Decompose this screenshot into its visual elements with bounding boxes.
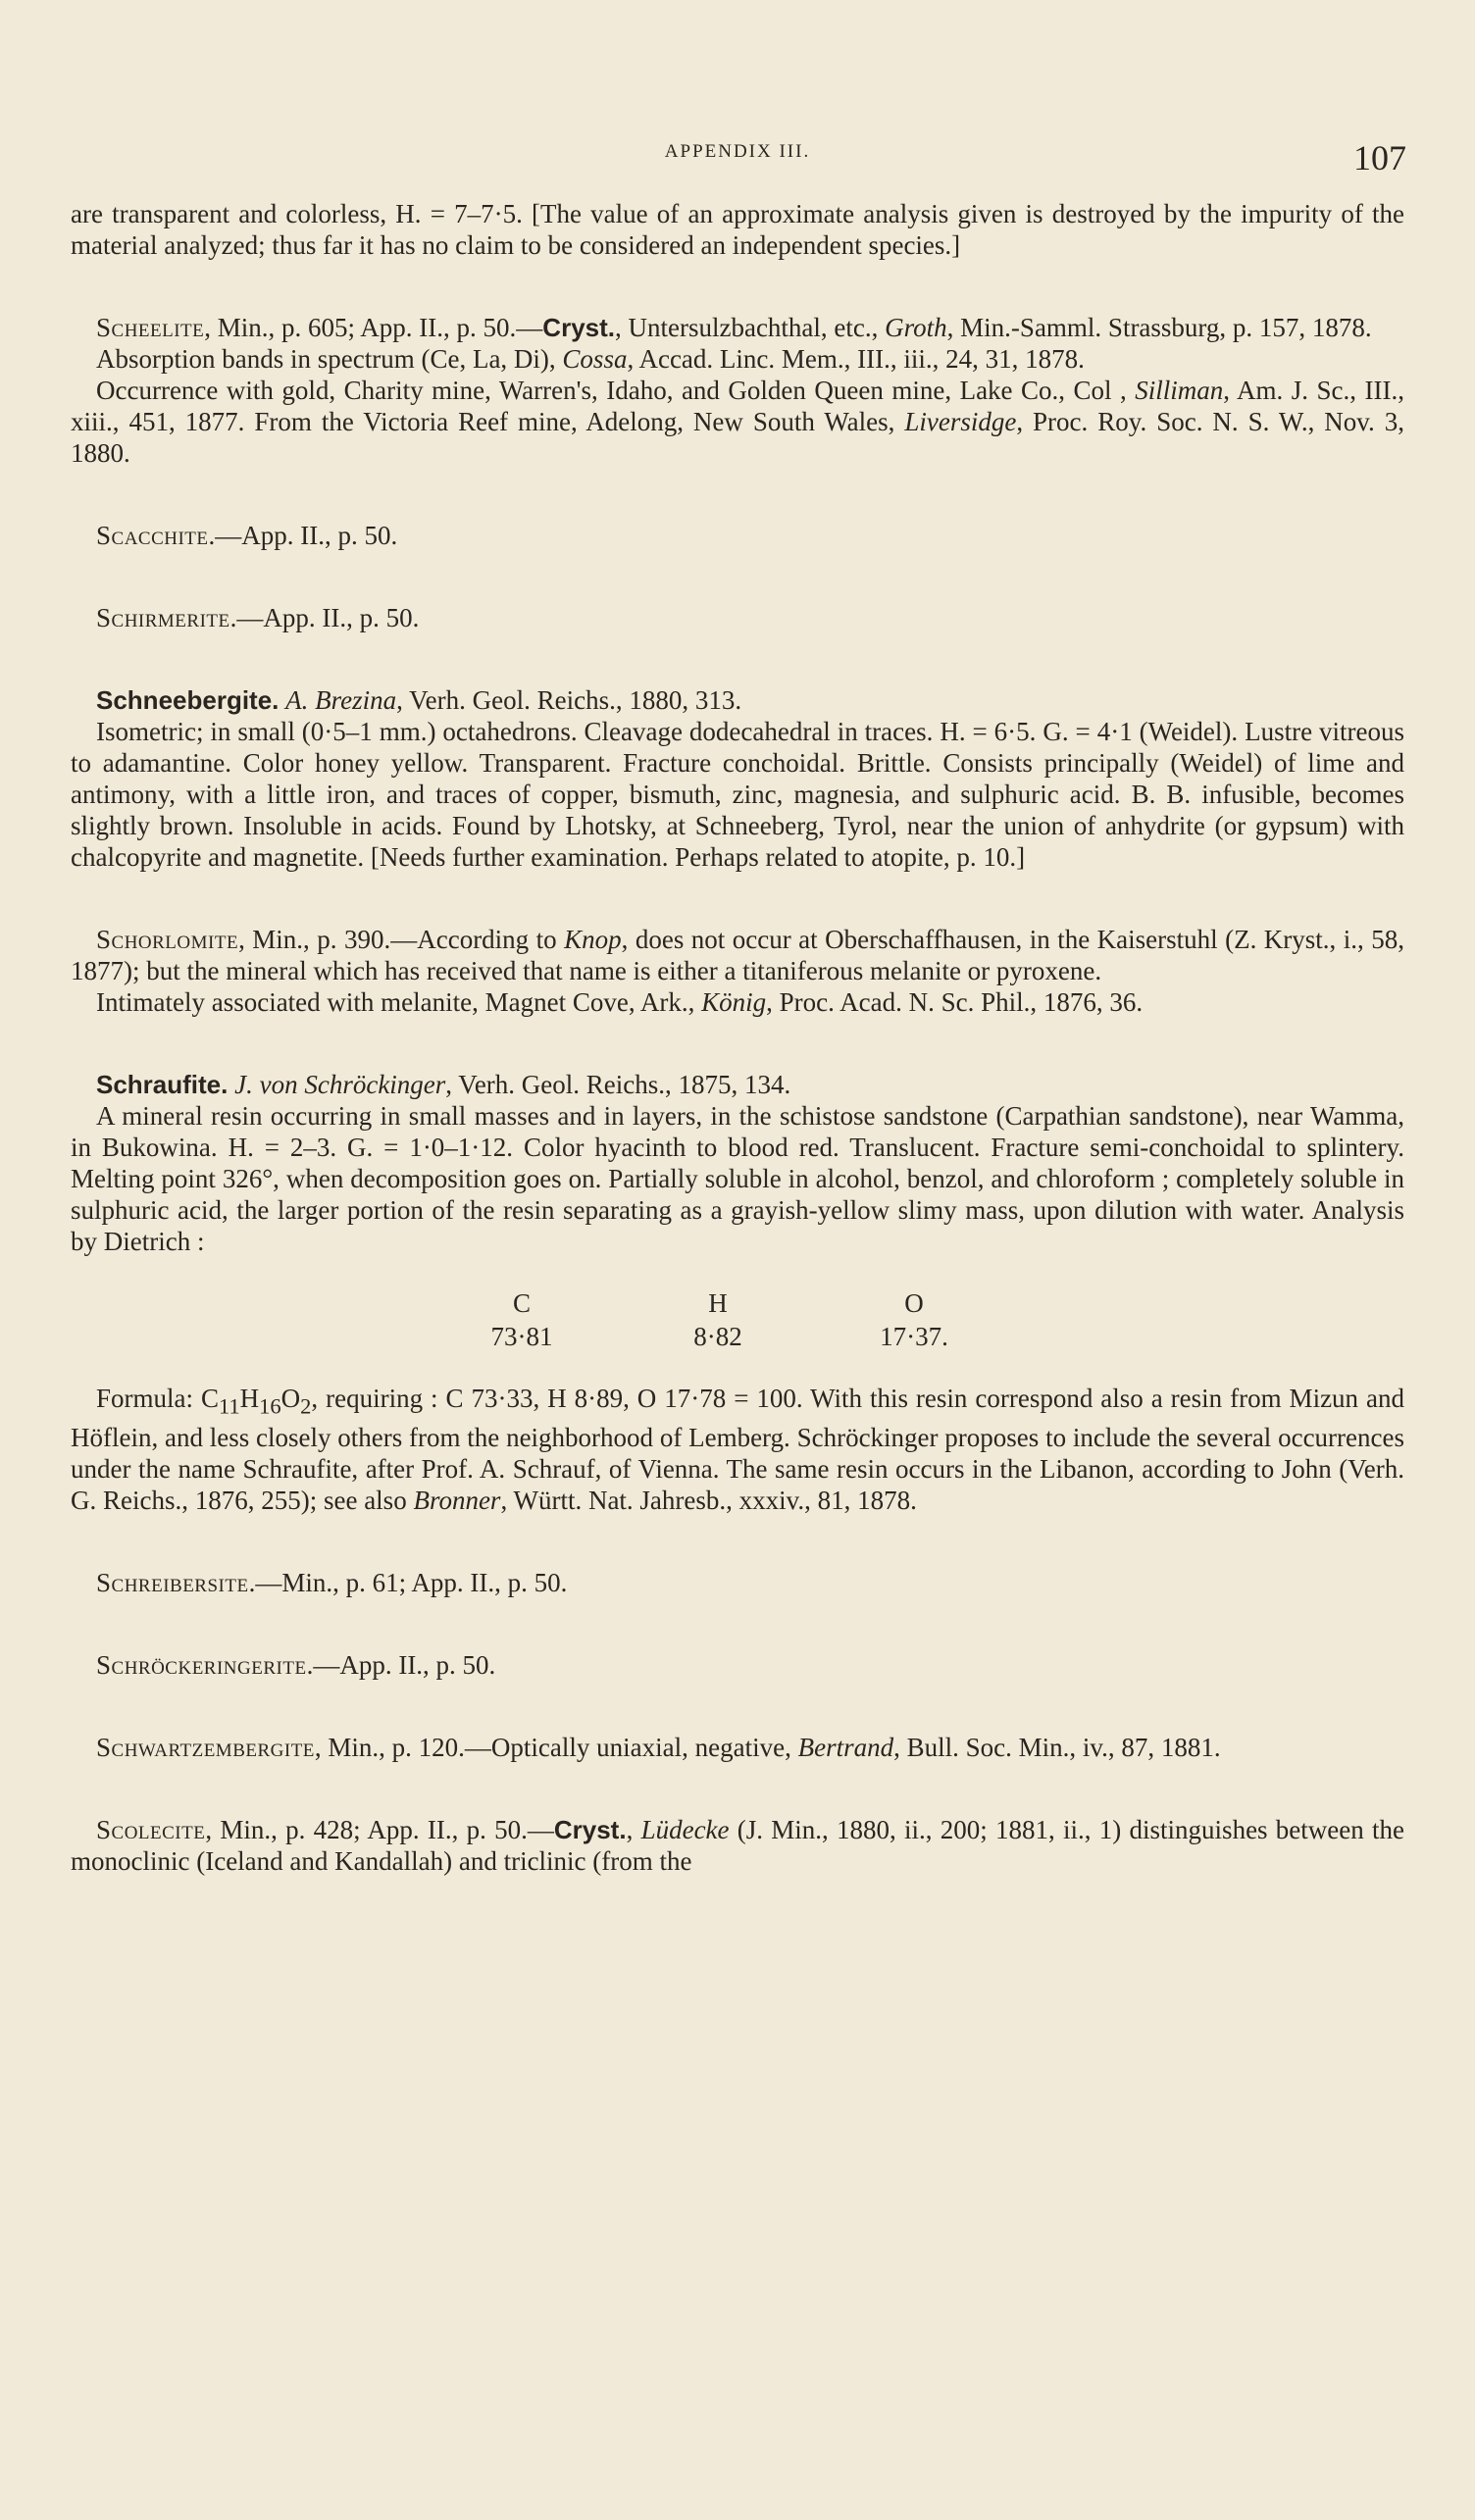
author-name: Bertrand [797, 1733, 894, 1763]
cryst-label: Cryst. [542, 313, 615, 342]
analysis-value-row [463, 1320, 973, 1353]
analysis-table [463, 1286, 973, 1353]
schneebergite-description: Isometric; in small (0·5–1 mm.) octahedrons. Cleavage dodecahedral in traces. H. = 6·5. G. = 4·1 (Weidel). Lustre vitreous to adamantine. Color honey yellow. Transparent. Fracture conchoidal. Brittle. Consists principally (Weidel) of lime and antimony, with a little iron, and traces of copper, bismuth, zinc, magnesia, and sulphuric acid. B. B. infusible, becomes slightly brown. Insoluble in acids. Found by Lhotsky, at Schneeberg, Tyrol, near the union of anhydrite (or gypsum) with chalcopyrite and magnetite. [Needs further examination. Perhaps related to atopite, p. 10.] [71, 717, 1404, 872]
author-name: Cossa [562, 344, 628, 374]
running-head: APPENDIX III. [664, 141, 811, 162]
scheelite-paragraph-2: Absorption bands in spectrum (Ce, La, Di), Cossa, Accad. Linc. Mem., III., iii., 24, 31, 1878. [96, 344, 1085, 374]
entry-name: Scolecite [96, 1815, 206, 1845]
author-name: Bronner [413, 1486, 501, 1516]
schorlomite-paragraph-1: Schorlomite, Min., p. 390.—According to Knop, does not occur at Oberschaffhausen, in the Kaiserstuhl (Z. Kryst., i., 58, 1877); but the mineral which has received that name is either a titaniferous melanite or pyroxene. [71, 925, 1404, 985]
author-name: Lüdecke [640, 1815, 730, 1845]
page-header [0, 137, 1475, 186]
entry-name: Schwartzembergite [96, 1733, 315, 1763]
author-name: Groth [885, 313, 947, 342]
entry-name: Scheelite [96, 313, 205, 342]
analysis-value: 8·82 [693, 1322, 742, 1351]
analysis-value: 17·37. [880, 1322, 948, 1351]
intro-paragraph: are transparent and colorless, H. = 7–7·5. [The value of an approximate analysis given is destroyed by the impurity of the material analyzed; thus far it has no claim to be considered an independent species.] [71, 199, 1404, 260]
page-number: 107 [1353, 138, 1406, 177]
schraufite-description: A mineral resin occurring in small masses and in layers, in the schistose sandstone (Carpathian sandstone), near Wamma, in Bukowina. H. = 2–3. G. = 1·0–1·12. Color hyacinth to blood red. Translucent. Fracture semi-conchoidal to splintery. Melting point 326°, when decomposition goes on. Partially soluble in alcohol, benzol, and chloroform ; completely soluble in sulphuric acid, the larger portion of the resin separating as a grayish-yellow slimy mass, upon dilution with water. Analysis by Dietrich : [71, 1101, 1404, 1256]
author-name: A. Brezina [285, 685, 397, 715]
analysis-header: C [512, 1288, 531, 1318]
entry-scolecite: Scolecite, Min., p. 428; App. II., p. 50.—Cryst., Lüdecke (J. Min., 1880, ii., 200; 1881, ii., 1) distinguishes between the monoclinic (Iceland and Kandallah) and triclinic (from the [71, 1815, 1404, 1877]
scheelite-paragraph-1: Scheelite, Min., p. 605; App. II., p. 50.—Cryst., Untersulzbachthal, etc., Groth, Min.-Samml. Strassburg, p. 157, 1878. [96, 313, 1372, 342]
entry-schrockeringerite: Schröckeringerite.—App. II., p. 50. [96, 1650, 496, 1681]
entry-scacchite: Scacchite.—App. II., p. 50. [96, 521, 398, 550]
entry-name: Schraufite. [96, 1070, 229, 1099]
author-name: J. von Schröckinger [234, 1070, 446, 1099]
entry-schreibersite: Schreibersite.—Min., p. 61; App. II., p. 50. [96, 1568, 568, 1598]
author-name: König [701, 987, 767, 1017]
entry-schwartzembergite: Schwartzembergite, Min., p. 120.—Optically uniaxial, negative, Bertrand, Bull. Soc. Min., iv., 87, 1881. [96, 1733, 1221, 1763]
cryst-label: Cryst. [553, 1815, 627, 1845]
entry-name: Schorlomite [96, 925, 239, 954]
entry-schorlomite [71, 924, 1404, 1018]
author-name: Liversidge [904, 407, 1017, 436]
chemical-formula: $C_{11}H_{16}O_2$ [200, 1384, 312, 1419]
page-body [71, 198, 1404, 1877]
schneebergite-heading: Schneebergite. A. Brezina, Verh. Geol. Reichs., 1880, 313. [96, 685, 742, 715]
schorlomite-paragraph-2: Intimately associated with melanite, Magnet Cove, Ark., König, Proc. Acad. N. Sc. Phil., 1876, 36. [96, 987, 1144, 1017]
entry-scheelite [71, 312, 1404, 469]
entry-schneebergite [71, 684, 1404, 873]
entry-name: Scacchite [96, 521, 209, 550]
schraufite-formula-paragraph: Formula: $C_{11}H_{16}O_2$, requiring : C 73·33, H 8·89, O 17·78 = 100. With this resin correspond also a resin from Mizun and Höflein, and less closely others from the neighborhood of Lemberg. Schröckinger proposes to include the several occurrences under the name Schraufite, after Prof. A. Schrauf, of Vienna. The same resin occurs in the Libanon, according to John (Verh. G. Reichs., 1876, 255); see also Bronner, Württ. Nat. Jahresb., xxxiv., 81, 1878. [71, 1384, 1404, 1516]
entry-name: Schneebergite. [96, 685, 280, 715]
analysis-header: O [904, 1288, 924, 1318]
author-name: Silliman [1135, 376, 1224, 405]
analysis-header-row [463, 1286, 973, 1320]
author-name: Knop [564, 925, 622, 954]
schraufite-heading: Schraufite. J. von Schröckinger, Verh. Geol. Reichs., 1875, 134. [96, 1070, 791, 1099]
analysis-value: 73·81 [490, 1322, 553, 1351]
entry-schirmerite: Schirmerite.—App. II., p. 50. [96, 603, 420, 632]
entry-schraufite [71, 1069, 1404, 1516]
analysis-header: H [708, 1288, 728, 1318]
entry-name: Schreibersite [96, 1568, 249, 1598]
entry-name: Schröckeringerite [96, 1650, 307, 1681]
scheelite-paragraph-3: Occurrence with gold, Charity mine, Warren's, Idaho, and Golden Queen mine, Lake Co., Col , Silliman, Am. J. Sc., III., xiii., 451, 1877. From the Victoria Reef mine, Adelong, New South Wales, Liversidge, Proc. Roy. Soc. N. S. W., Nov. 3, 1880. [71, 376, 1404, 468]
entry-name: Schirmerite [96, 603, 230, 632]
